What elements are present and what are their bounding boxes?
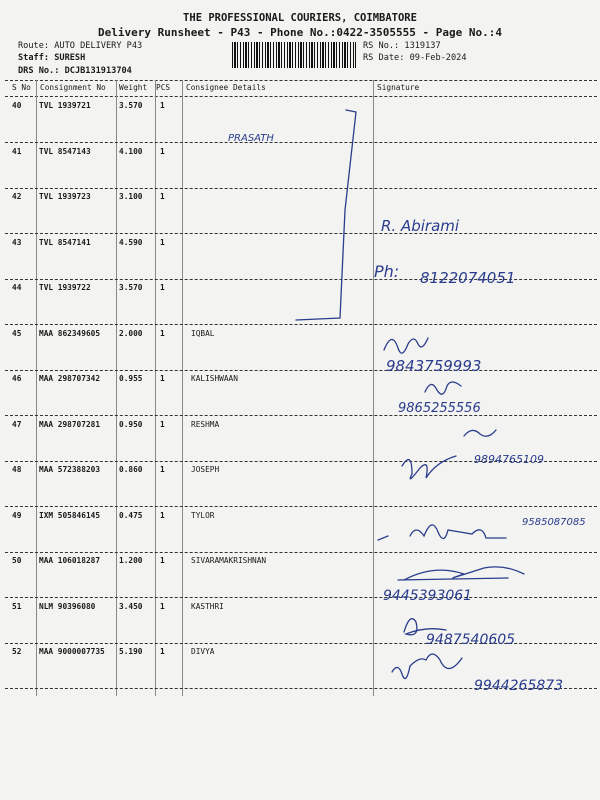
col-header-signature: Signature <box>377 83 420 92</box>
row-weight: 3.570 <box>119 101 143 110</box>
row-weight: 5.190 <box>119 647 143 656</box>
row-pcs: 1 <box>160 601 165 611</box>
col-header-weight: Weight <box>119 83 148 92</box>
row-sno: 42 <box>12 192 22 201</box>
signature-scribble <box>402 456 456 479</box>
row-weight: 3.450 <box>119 601 143 611</box>
hw-divya-phone: 9944265873 <box>474 678 564 694</box>
row-sno: 49 <box>12 510 22 520</box>
row-sno: 41 <box>12 146 22 156</box>
row-sno: 50 <box>12 556 22 565</box>
row-pcs: 1 <box>160 510 165 520</box>
row-divider <box>5 597 597 598</box>
row-pcs: 1 <box>160 556 165 565</box>
row-consignment-no: MAA 862349605 <box>39 328 101 338</box>
hw-prasath: PRASATH <box>228 133 274 144</box>
row-sno: 44 <box>12 283 22 292</box>
col-header-pcs: PCS <box>156 83 171 92</box>
drs-value: DCJB131913704 <box>64 66 132 76</box>
row-divider <box>5 506 597 507</box>
col-divider <box>155 80 156 696</box>
signature-scribble <box>464 430 496 436</box>
rs-date-line <box>363 53 467 63</box>
staff-label: Staff: <box>18 53 50 63</box>
staff-value: SURESH <box>54 53 86 63</box>
col-divider <box>36 80 37 696</box>
row-weight: 0.475 <box>119 510 143 520</box>
row-sno: 47 <box>12 419 22 429</box>
row-pcs: 1 <box>160 328 165 338</box>
rs-no-line <box>363 41 441 51</box>
row-consignment-no: TVL 1939721 <box>39 101 91 110</box>
hw-reshma-phone: 9894765109 <box>474 453 544 466</box>
row-pcs: 1 <box>160 146 165 156</box>
row-sno: 51 <box>12 601 22 611</box>
barcode <box>232 42 356 68</box>
row-divider <box>5 188 597 189</box>
row-consignee: IQBAL <box>191 328 215 338</box>
row-weight: 0.860 <box>119 465 143 474</box>
row-consignment-no: TVL 8547141 <box>39 237 91 247</box>
rs-no-value: 1319137 <box>404 41 441 51</box>
row-consignment-no: MAA 9000007735 <box>39 647 105 656</box>
route-value: AUTO DELIVERY P43 <box>54 41 143 51</box>
row-sno: 40 <box>12 101 22 110</box>
signature-scribble <box>404 619 446 635</box>
route-label: Route: <box>18 41 50 51</box>
row-divider <box>5 233 597 234</box>
row-consignment-no: MAA 298707342 <box>39 374 101 383</box>
hw-ph-prefix: Ph: <box>374 262 400 281</box>
signature-scribble <box>425 382 461 394</box>
row-sno: 43 <box>12 237 22 247</box>
col-divider <box>182 80 183 696</box>
row-consignee: JOSEPH <box>191 465 220 474</box>
row-divider <box>5 142 597 143</box>
row-consignment-no: MAA 298707281 <box>39 419 101 429</box>
row-consignment-no: MAA 106018287 <box>39 556 101 565</box>
hw-kasthri-phone: 9487540605 <box>426 632 516 648</box>
row-pcs: 1 <box>160 283 165 292</box>
row-weight: 1.200 <box>119 556 143 565</box>
row-divider <box>5 279 597 280</box>
header-bottom-rule <box>5 96 597 97</box>
row-divider <box>5 552 597 553</box>
row-consignee: RESHMA <box>191 419 220 429</box>
hw-kali-phone: 9865255556 <box>398 401 481 416</box>
rs-date-label: RS Date: <box>363 53 405 63</box>
row-divider <box>5 415 597 416</box>
row-consignment-no: TVL 1939722 <box>39 283 91 292</box>
route-line <box>18 41 142 51</box>
row-divider <box>5 643 597 644</box>
row-consignee: TYLOR <box>191 510 215 520</box>
row-consignee: KALISHWAAN <box>191 374 238 383</box>
row-sno: 52 <box>12 647 22 656</box>
row-weight: 2.000 <box>119 328 143 338</box>
runsheet-subtitle: Delivery Runsheet - P43 - Phone No.:0422-3505555 - Page No.:4 <box>98 26 502 39</box>
row-pcs: 1 <box>160 192 165 201</box>
row-consignee: DIVYA <box>191 647 215 656</box>
rs-no-label: RS No.: <box>363 41 400 51</box>
row-consignment-no: TVL 8547143 <box>39 146 91 156</box>
row-pcs: 1 <box>160 419 165 429</box>
row-weight: 0.950 <box>119 419 143 429</box>
row-sno: 46 <box>12 374 22 383</box>
hw-siva-phone: 9445393061 <box>383 588 473 604</box>
row-weight: 0.955 <box>119 374 143 383</box>
row-consignment-no: IXM 505846145 <box>39 510 101 520</box>
row-consignment-no: NLM 90396080 <box>39 601 96 611</box>
row-consignee: KASTHRI <box>191 601 224 611</box>
drs-label: DRS No.: <box>18 66 60 76</box>
signature-scribble <box>398 578 508 580</box>
hw-abirami: R. Abirami <box>381 217 460 235</box>
row-consignee: SIVARAMAKRISHNAN <box>191 556 267 565</box>
hw-iqbal-phone: 9843759993 <box>386 357 482 375</box>
row-pcs: 1 <box>160 237 165 247</box>
signature-scribble <box>384 338 428 353</box>
staff-line <box>18 53 85 63</box>
row-sno: 48 <box>12 465 22 474</box>
row-divider <box>5 461 597 462</box>
drs-line <box>18 66 132 76</box>
row-weight: 4.100 <box>119 146 143 156</box>
col-divider <box>373 80 374 696</box>
row-divider <box>5 324 597 325</box>
signature-scribble <box>378 525 506 540</box>
row-divider <box>5 370 597 371</box>
row-pcs: 1 <box>160 647 165 656</box>
row-pcs: 1 <box>160 465 165 474</box>
row-divider <box>5 688 597 689</box>
signature-scribble <box>404 567 524 580</box>
table-top-rule <box>5 80 597 81</box>
row-consignment-no: TVL 1939723 <box>39 192 91 201</box>
col-header-consignment: Consignment No <box>40 83 106 92</box>
row-weight: 3.570 <box>119 283 143 292</box>
signature-scribble <box>392 654 462 679</box>
col-divider <box>116 80 117 696</box>
row-pcs: 1 <box>160 101 165 110</box>
row-weight: 3.100 <box>119 192 143 201</box>
row-pcs: 1 <box>160 374 165 383</box>
hw-tylor-phone: 9585087085 <box>522 517 586 528</box>
hw-ph-number: 8122074051 <box>420 269 516 287</box>
col-header-sno: S No <box>12 83 31 92</box>
row-sno: 45 <box>12 328 22 338</box>
rs-date-value: 09-Feb-2024 <box>409 53 467 63</box>
company-title: THE PROFESSIONAL COURIERS, COIMBATORE <box>183 12 417 24</box>
row-weight: 4.590 <box>119 237 143 247</box>
col-header-consignee: Consignee Details <box>186 83 266 92</box>
row-consignment-no: MAA 572388203 <box>39 465 101 474</box>
